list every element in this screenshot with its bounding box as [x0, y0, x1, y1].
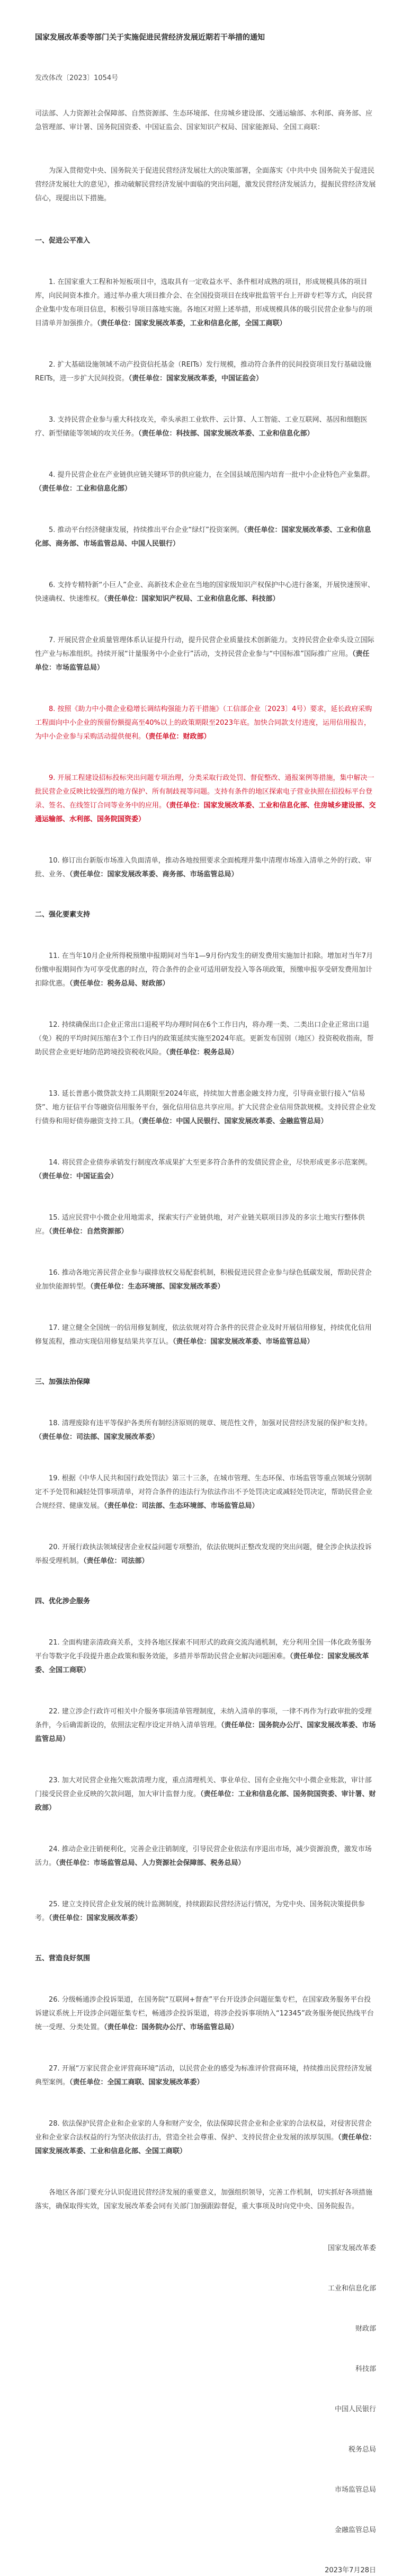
responsible-units: （责任单位：司法部） [83, 1557, 149, 1565]
document-date: 2023年7月28日 [325, 2566, 376, 2574]
responsible-units: （责任单位：国家发展改革委，中国证监会） [128, 375, 263, 383]
responsible-units: （责任单位：工业和信息化部） [35, 485, 132, 493]
measure-item [35, 579, 376, 606]
signatory: 国家发展改革委 [327, 2244, 376, 2252]
document-number: 发改体改〔2023〕1054号 [35, 74, 119, 82]
closing-paragraph: 各地区各部门要充分认识促进民营经济发展的重要意义，加强组织领导，完善工作机制，切实抓好各项措施落实，确保取得实效，国家发展改革委会同有关部门加强跟踪督促，重大事项及时向党中央、国务院报告。 [35, 2189, 373, 2210]
signatory: 科技部 [355, 2365, 376, 2373]
measure-text: 25. 建立支持民营企业发展的统计监测制度，持续跟踪民营经济运行情况，为党中央、国务院决策提供参考。 [35, 1900, 365, 1922]
measure-item [35, 1636, 376, 1677]
signatory: 市场监管总局 [334, 2486, 376, 2494]
responsible-units: （责任单位：司法部、生态环境部、市场监管总局） [104, 1502, 259, 1510]
measure-text: 2. 扩大基础设施领域不动产投资信托基金（REITs）发行规模，推动符合条件的民间投资项目发行基础设施REITs，进一步扩大民间投资。 [35, 361, 372, 383]
responsible-units: （责任单位：国家发展改革委、市场监管总局） [173, 1338, 314, 1346]
responsible-units: （责任单位：国家发展改革委、工业和信息化部、全国工商联） [35, 2134, 376, 2155]
measure-item [35, 634, 376, 675]
responsible-units: （责任单位：国家发展改革委、工业和信息化部、商务部、市场监管总局、中国人民银行） [35, 526, 371, 548]
section-heading: 四、优化涉企服务 [35, 1597, 91, 1605]
measure-text: 26. 分级畅通涉企投诉渠道，在国务院“互联网+督查”平台开设涉企问题征集专栏，在国家政务服务平台投诉建议系统上开设涉企问题征集专栏，畅通涉企投诉渠道，将涉企投诉事项纳入“12345”政务服务便民热线平台统一受理、分类处置。 [35, 1996, 374, 2031]
signatory: 财政部 [355, 2325, 376, 2333]
responsible-units: （责任单位：财政部） [145, 733, 211, 741]
measure-text: 23. 加大对民营企业拖欠账款清理力度，重点清理机关、事业单位、国有企业拖欠中小微企业账款，审计部门接受民营企业反映的欠款问题，加大审计监督力度。 [35, 1776, 372, 1798]
intro-paragraph: 为深入贯彻党中央、国务院关于促进民营经济发展壮大的决策部署，全面落实《中共中央 国务院关于促进民营经济发展壮大的意见》，推动破解民营经济发展中面临的突出问题，激发民营经济发展活力，提振民营经济发展信心，现提出以下措施。 [35, 167, 376, 202]
measure-item [35, 2062, 376, 2090]
measure-text: 17. 建立健全全国统一的信用修复制度，依法依规对符合条件的民营企业及时开展信用修复，持续优化信用修复流程，推动实现信用修复结果共享互认。 [35, 1324, 372, 1346]
measure-item [35, 1898, 376, 1925]
responsible-units: （责任单位：国家发展改革委、商务部、市场监管总局） [69, 870, 238, 878]
measure-text: 9. 开展工程建设招标投标突出问题专项治理，分类采取行政处罚、督促整改、通报案例等措施，集中解决一批民营企业反映比较强烈的地方保护、所有制歧视等问题。支持有条件的地区探索电子营业执照在招投标平台登录、签名、在线签订合同等业务中的应用。 [35, 774, 374, 810]
responsible-units: （责任单位：税务总局、财政部） [69, 980, 169, 988]
responsible-units: （责任单位：市场监管总局、人力资源社会保障部、税务总局） [56, 1859, 245, 1867]
measure-item [35, 2117, 376, 2158]
measure-text: 11. 在当年10月企业所得税预缴申报期间对当年1—9月份内发生的研发费用实施加计扣除。增加对当年7月份缴申报期间作为可享受优惠的时点，符合条件的企业可适用研发投入等各项政策，预缴申报享受研发费用加计扣除优惠。 [35, 952, 373, 988]
signatory-list [35, 2243, 376, 2536]
section-heading: 一、促进公平准入 [35, 237, 91, 245]
measure-text: 18. 清理废除有违平等保护各类所有制经济原则的规章、规范性文件，加强对民营经济发展的保护和支持。 [49, 1419, 372, 1427]
measure-text: 8. 按照《助力中小微企业稳增长调结构强能力若干措施》（工信部企业〔2023〕4号）要求，延长政府采购工程面向中小企业的预留份额提高至40%以上的政策期限至2023年底。加快合同款支付进度，运用信用报告，为中小企业参与采购活动提供便利。 [35, 705, 372, 741]
measure-item [35, 1266, 376, 1294]
measure-item [35, 1087, 376, 1129]
measure-item [35, 1843, 376, 1870]
measure-item [35, 413, 376, 441]
measure-item [35, 1541, 376, 1568]
responsible-units: （责任单位：全国工商联、国家发展改革委） [69, 2078, 204, 2086]
responsible-units: （责任单位：国家发展改革委、工业和信息化部、住房城乡建设部、交通运输部、水利部、国务院国资委） [35, 802, 376, 823]
responsible-units: （责任单位：科技部、国家发展改革委、工业和信息化部） [138, 430, 314, 438]
responsible-units: （责任单位：税务总局） [166, 1049, 238, 1056]
measure-item [35, 1417, 376, 1444]
measure-text: 22. 建立涉企行政许可相关中介服务事项清单管理制度，未纳入清单的事项，一律不再作为行政审批的受理条件，今后确需新设的，依照法定程序设定并纳入清单管理。 [35, 1708, 372, 1729]
section-heading: 二、强化要素支持 [35, 911, 91, 919]
measure-text: 19. 根据《中华人民共和国行政处罚法》第三十三条，在城市管理、生态环保、市场监管等重点领域分别制定不予处罚和减轻处罚事项清单，对符合条件的违法行为依法作出不予处罚决定或减轻处罚决定，帮助民营企业合规经营、健康发展。 [35, 1474, 373, 1510]
responsible-units: （责任单位：司法部、国家发展改革委） [35, 1433, 159, 1441]
measure-item [35, 1993, 376, 2035]
measure-text: 5. 推动平台经济健康发展，持续推出平台企业“绿灯”投资案例。 [49, 526, 244, 534]
signatory: 中国人民银行 [334, 2405, 376, 2413]
responsible-units: （责任单位：自然资源部） [49, 1228, 128, 1236]
responsible-units: （责任单位：国家知识产权局、工业和信息化部、科技部） [104, 595, 280, 603]
recipients-paragraph: 司法部、人力资源社会保障部、自然资源部、生态环境部、住房城乡建设部、交通运输部、水利部、商务部、应急管理部、审计署、国务院国资委、中国证监会、国家知识产权局、国家能源局、全国工商联： [35, 110, 373, 131]
measure-item [35, 854, 376, 882]
measure-item [35, 1321, 376, 1349]
measure-text: 6. 支持专精特新“小巨人”企业、高新技术企业在当地的国家级知识产权保护中心进行备案，开展快速预审、快速确权、快速维权。 [35, 581, 375, 603]
measure-item [35, 468, 376, 496]
measure-text: 7. 开展民营企业质量管理体系认证提升行动，提升民营企业质量技术创新能力。支持民营企业牵头设立国际性产业与标准组织。持续开展“计量服务中小企业行”活动，支持民营企业参与“中国标准”国际推广应用。 [35, 636, 374, 658]
measure-text: 1. 在国家重大工程和补短板项目中，选取具有一定收益水平、条件相对成熟的项目，形成规模具体的项目库，向民间资本推介。通过举办重大项目推介会、在全国投资项目在线审批监管平台上开辟专栏等方式，向民营企业集中发布项目信息，积极引导项目落地实施。各地区对照上述举措，形成规模具体的吸引民营企业参与的项目清单并加强推介。 [35, 278, 373, 327]
measure-item [35, 358, 376, 386]
responsible-units: （责任单位：国务院办公厅、国家发展改革委、市场监管总局） [35, 1721, 376, 1743]
responsible-units: （责任单位：国家发展改革委、全国工商联） [35, 1653, 369, 1674]
measure-text: 24. 推动企业注销便利化，完善企业注销制度，引导民营企业依法有序退出市场，减少资源浪费，激发市场活力。 [35, 1845, 372, 1867]
measure-text: 14. 将民营企业债券承销发行制度改革成果扩大至更多符合条件的发债民营企业，尽快形成更多示范案例。 [49, 1159, 372, 1167]
section-heading: 三、加强法治保障 [35, 1378, 91, 1386]
measure-text: 20. 开展行政执法领域侵害企业权益问题专项整治，依法依规纠正整改发现的突出问题，健全涉企执法投诉举报受理机制。 [35, 1543, 372, 1565]
signatures-block [35, 2243, 376, 2576]
measure-text: 15. 适应民营中小微企业用地需求，探索实行产业链供地，对产业链关联项目涉及的多宗土地实行整体供应。 [35, 1214, 365, 1236]
signatory: 金融监管总局 [334, 2526, 376, 2534]
measure-text: 12. 持续确保出口企业正常出口退税平均办理时间在6个工作日内，将办理一类、二类出口企业正常出口退（免）税的平均时间压缩在3个工作日内的政策延续实施至2024年底。更新发布国别（地区）投资税收指南，帮助民营企业更好地防范跨境投资税收风险。 [35, 1021, 374, 1056]
measure-item [35, 771, 376, 827]
measure-text: 13. 延长普惠小微贷款支持工具期限至2024年底，持续加大普惠金融支持力度，引导商业银行接入“信易贷”、地方征信平台等融资信用服务平台，强化信用信息共享应用。扩大民营企业信用贷款规模。支持民营企业发行债券和用好债券融资支持工具。 [35, 1090, 376, 1125]
measure-text: 3. 支持民营企业参与重大科技攻关，牵头承担工业软件、云计算、人工智能、工业互联网、基因和细胞医疗、新型储能等领域的攻关任务。 [35, 416, 368, 438]
measure-item [35, 1472, 376, 1513]
measure-item [35, 949, 376, 991]
measure-text: 4. 提升民营企业在产业链供应链关键环节的供应能力，在全国县域范围内培育一批中小企业特色产业集群。 [49, 471, 374, 479]
responsible-units: （责任单位：市场监管总局） [35, 650, 370, 672]
responsible-units: （责任单位：中国人民银行、国家发展改革委、金融监管总局） [138, 1117, 328, 1125]
measure-item [35, 276, 376, 331]
signatory: 税务总局 [348, 2446, 376, 2454]
measure-text: 16. 推动各地完善民营企业参与碳排放权交易配套机制，积极促进民营企业参与绿色低碳发展，帮助民营企业加快能源转型。 [35, 1269, 372, 1291]
measure-item [35, 1211, 376, 1239]
responsible-units: （责任单位：国务院办公厅、市场监管总局） [104, 2023, 238, 2031]
measure-item [35, 1774, 376, 1815]
responsible-units: （责任单位：国家发展改革委） [49, 1914, 142, 1922]
responsible-units: （责任单位：生态环境部、国家发展改革委） [90, 1283, 225, 1291]
measure-text: 27. 开展“万家民营企业评营商环境”活动，以民营企业的感受为标准评价营商环境，持续推出民营经济发展典型案例。 [35, 2065, 372, 2086]
measure-text: 10. 修订出台新版市场准入负面清单，推动各地按照要求全面梳理并集中清理市场准入清单之外的行政、审批、业务、 [35, 857, 372, 878]
measure-item [35, 703, 376, 744]
document-title: 国家发展改革委等部门关于实施促进民营经济发展近期若干举措的通知 [35, 33, 265, 42]
responsible-units: （责任单位：中国证监会） [35, 1172, 118, 1180]
measure-text: 28. 依法保护民营企业和企业家的人身和财产安全，依法保障民营企业和企业家的合法权益，对侵害民营企业和企业家合法权益的行为坚决依法打击，营造全社会尊重、保护、支持民营企业发展的浓厚氛围。 [35, 2120, 372, 2142]
measure-item [35, 1705, 376, 1746]
measure-item [35, 1156, 376, 1184]
sections-container [35, 235, 376, 2158]
measure-text: 21. 全面构建亲清政商关系，支持各地区探索不同形式的政商交流沟通机制，充分利用全国一体化政务服务平台等数字化手段提升惠企政策和服务效能，多措并举帮助民营企业解决问题困难。 [35, 1639, 372, 1660]
measure-item [35, 1018, 376, 1060]
measure-item [35, 523, 376, 551]
responsible-units: （责任单位：国家发展改革委，工业和信息化部，全国工商联） [97, 319, 287, 327]
section-heading: 五、营造良好氛围 [35, 1955, 91, 1962]
signatory: 工业和信息化部 [327, 2285, 376, 2293]
responsible-units: （责任单位：工业和信息化部、国务院国资委、审计署、财政部） [35, 1790, 376, 1812]
